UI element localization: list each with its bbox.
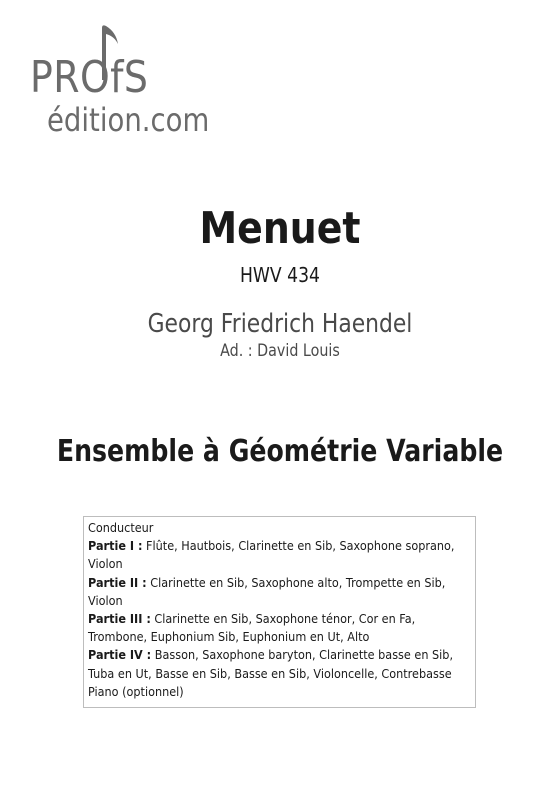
part-2-line <box>88 574 471 610</box>
catalog-number: HWV 434 <box>239 263 321 287</box>
part-1-instruments: Flûte, Hautbois, Clarinette en Sib, Saxophone soprano, Violon <box>88 538 455 572</box>
instrumentation-box <box>83 516 476 708</box>
part-2-instruments: Clarinette en Sib, Saxophone alto, Trompette en Sib, Violon <box>88 574 446 608</box>
ensemble-heading: Ensemble à Géométrie Variable <box>56 434 504 469</box>
instrumentation-list <box>88 519 471 701</box>
part-2-label: Partie II : <box>88 574 147 590</box>
publisher-logo <box>30 22 210 137</box>
optional-piano-line: Piano (optionnel) <box>88 683 184 699</box>
logo-edition-text: édition.com <box>47 101 210 139</box>
composer-name: Georg Friedrich Haendel <box>147 309 413 339</box>
part-3-line <box>88 610 471 646</box>
conductor-line: Conducteur <box>88 520 154 535</box>
part-4-instruments: Basson, Saxophone baryton, Clarinette basse en Sib, Tuba en Ut, Basse en Sib, Basse en Sib, Violoncelle, Contrebasse <box>88 647 454 681</box>
part-3-label: Partie III : <box>88 611 151 627</box>
part-3-instruments: Clarinette en Sib, Saxophone ténor, Cor en Fa, Trombone, Euphonium Sib, Euphonium en Ut, Alto <box>88 611 416 645</box>
part-1-line <box>88 537 471 573</box>
part-4-line <box>88 646 471 682</box>
arranger-name: Ad. : David Louis <box>220 341 340 361</box>
logo-profs-text: PROfS <box>30 52 149 103</box>
part-4-label: Partie IV : <box>88 647 152 663</box>
piece-title: Menuet <box>199 203 361 254</box>
part-1-label: Partie I : <box>88 538 143 554</box>
